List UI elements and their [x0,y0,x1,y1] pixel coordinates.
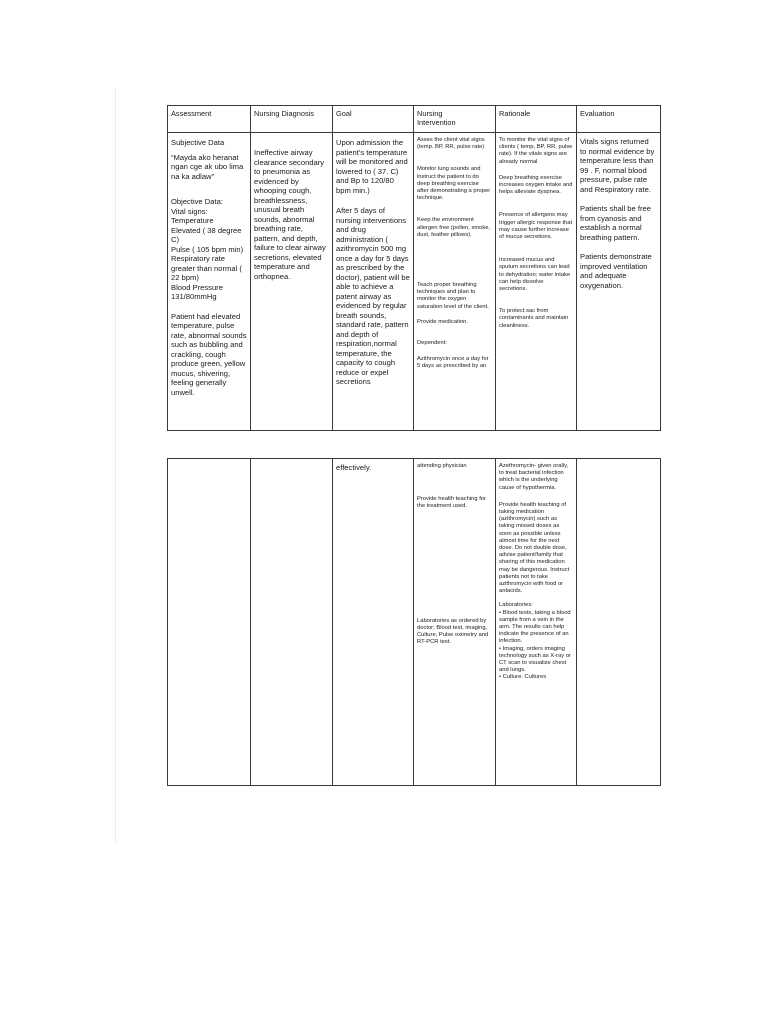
header-assessment: Assessment [168,106,251,133]
goal-long-term: After 5 days of nursing interventions and drug administration ( azithromycin 500 mg once a day for 5 days as prescribed by the doctor), patient will be able to achieve a patent airway as evidenced by regular breath sounds, standard rate, pattern and depth of respiration,normal temperature, the capacity to cough reduce or expel secretions [336,206,410,386]
rationale-item: To monitor the vital signs of clients ( temp, BP, RR, pulse rate). If the vitals signs are already normal [499,137,573,165]
goal-short-term: Upon admission the patient’s temperature will be monitored and lowered to ( 37. C) and Bp to 120/80 bpm min.) [336,138,408,195]
header-evaluation: Evaluation [577,106,661,133]
intervention-item: Teach proper breathing techniques and plan to monitor the oxygen saturation level of the client. [417,282,489,310]
rationale-item: Presence of allergens may trigger allergic response that may cause further increase of mucus secretions. [499,212,573,241]
intervention-item: attending physician [417,463,467,469]
intervention-item: Asses the client vital signs (temp. BP, RR, pulse rate) [417,137,485,151]
care-plan-table-2 [167,458,661,786]
rationale-item: To protect sac from contaminants and maintain cleanliness. [499,308,569,329]
subjective-quote: “Mayda ako heranat ngan cge ak ubo lima na ka adlaw” [171,152,244,181]
header-rationale: Rationale [496,106,577,133]
table-row [168,133,661,431]
intervention-item: Provide medication. [417,318,468,325]
header-row [168,106,661,133]
patient-findings: Patient had elevated temperature, pulse rate, abnormal sounds such as bubbling and crackling, cough produce green, yellow mucus, shivering, feeling generally unwell. [171,311,247,397]
intervention-item: Azithromycin once a day for 5 days as prescribed by an [417,356,489,370]
goal-cell [333,133,414,431]
care-plan-table-1 [167,105,661,431]
goal-continued: effectively. [336,463,372,472]
intervention-item: Provide health teaching for the treatment used. [417,496,486,510]
rationale-item: Increased mucus and sputum secretions can lead to dehydration; water intake can help dissolve secretions. [499,257,571,293]
intervention-item: Keep the environment allergen free (pollen, smoke, dust, feather pillows). [417,217,491,238]
intervention-cell [414,133,496,431]
nursing-diagnosis-text: Ineffective airway clearance secondary to pneumonia as evidenced by whooping cough, breathlessness, unusual breath sounds, abnormal breathing rate, pattern, and depth, failure to clear airway secretions, elevated temperature and orthopnea. [254,148,326,281]
goal-cell [333,459,414,786]
header-nursing-intervention: Nursing Intervention [414,106,496,133]
intervention-item: Monitor lung sounds and instruct the patient to do deep breathing exercise after demonstrating a proper technique. [417,166,491,202]
evaluation-item: Patients demonstrate improved ventilation and adequate oxygenation. [580,252,652,290]
rationale-item: Laboratories: • Blood tests, taking a blood sample from a vein in the arm. The results can help indicate the presence of an infection. • Imaging, orders imaging technology such as X-ray or CT scan to visualize chest and lungs. • Culture. Cultures [499,602,571,681]
evaluation-item: Vitals signs returned to normal evidence by temperature less than 99 . F, normal blood pressure, pulse rate and Respiratory rate. [580,137,655,194]
diagnosis-cell [251,133,333,431]
page-edge [115,88,116,843]
intervention-cell [414,459,496,786]
evaluation-cell [577,133,661,431]
evaluation-item: Patients shall be free from cyanosis and establish a normal breathing pattern. [580,204,651,242]
header-nursing-diagnosis: Nursing Diagnosis [251,106,333,133]
rationale-item: Provide health teaching of taking medication (azithromycin) such as taking missed doses as soon as possible unless almost time for the next dose. Do not double dose, advise patient/family that sharing of this medication may be dangerous. Instruct patients not to take azithromycin with food or antacids. [499,501,570,595]
table-row [168,459,661,786]
rationale-cell [496,459,577,786]
objective-data: Objective Data: Vital signs: Temperature Elevated ( 38 degree C) Pulse ( 105 bpm min) Respiratory rate greater than normal ( 22 bpm) Blood Pressure 131/80mmHg [171,197,244,301]
evaluation-cell-empty [577,459,661,786]
assessment-cell [168,133,251,431]
intervention-item: Dependent: [417,340,447,347]
rationale-item: Deep breathing exercise increases oxygen intake and helps alleviate dyspnea. [499,174,573,196]
rationale-item: Azethromycin- given orally, to treat bacterial infection which is the underlying cause of hypothermia. [499,463,569,491]
assessment-cell-empty [168,459,251,786]
header-goal: Goal [333,106,414,133]
diagnosis-cell-empty [251,459,333,786]
intervention-item: Laboratories as ordered by doctor; Blood test, imaging, Culture, Pulse oximetry and RT-PCR test. [417,617,489,646]
subjective-label: Subjective Data [171,138,225,147]
rationale-cell [496,133,577,431]
